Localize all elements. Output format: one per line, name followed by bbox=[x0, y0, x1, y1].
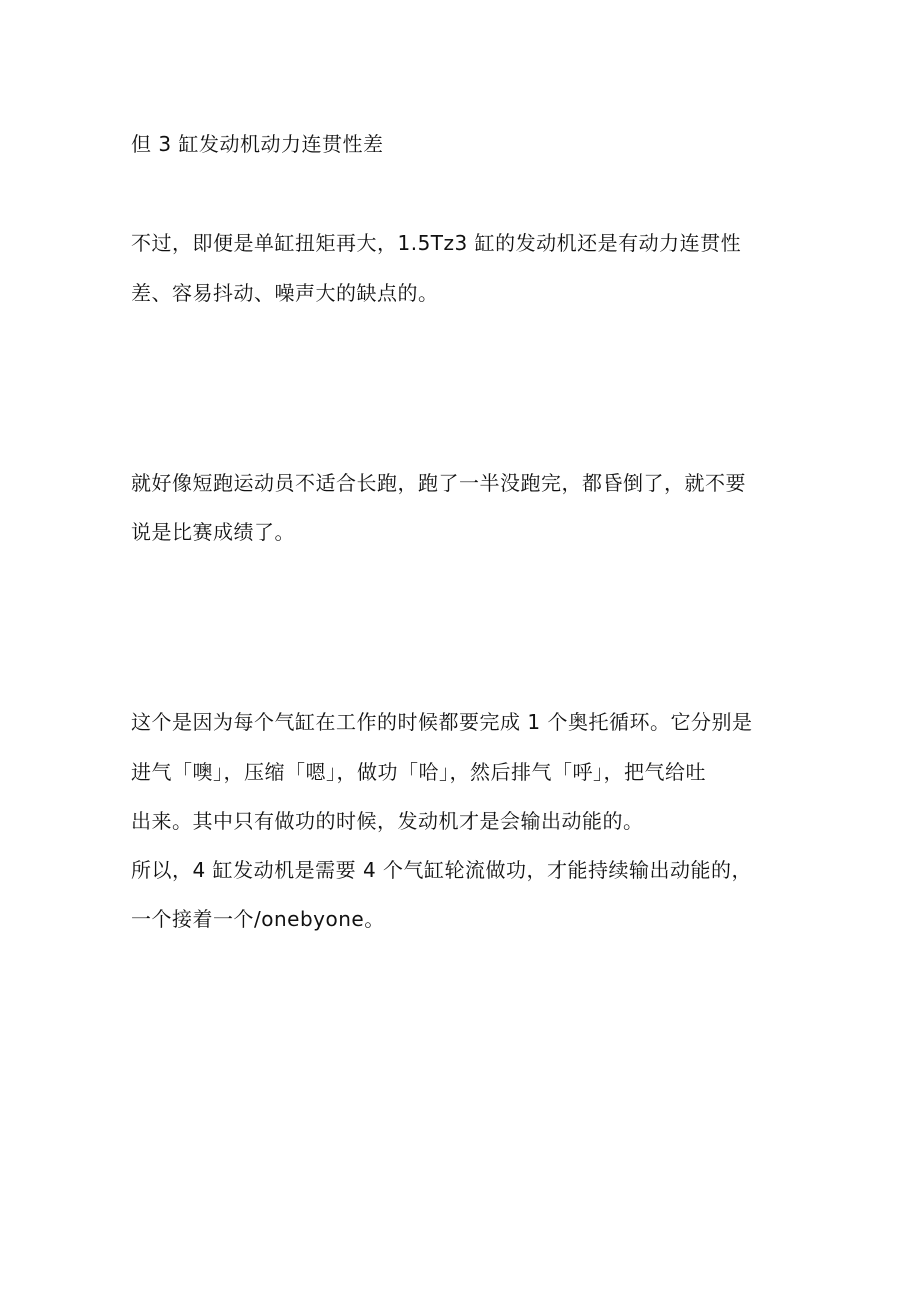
paragraph-2-line-2: 说是比赛成绩了。 bbox=[131, 520, 295, 544]
section-heading: 但 3 缸发动机动力连贯性差 bbox=[131, 132, 384, 156]
paragraph-1-line-1: 不过，即便是单缸扭矩再大，1.5Tz3 缸的发动机还是有动力连贯性 bbox=[131, 231, 742, 255]
paragraph-3-line-2: 进气「噢」，压缩「嗯」，做功「哈」，然后排气「呼」，把气给吐 bbox=[131, 760, 706, 784]
paragraph-3-line-3: 出来。其中只有做功的时候，发动机才是会输出动能的。 bbox=[131, 809, 644, 833]
paragraph-2-line-1: 就好像短跑运动员不适合长跑，跑了一半没跑完，都昏倒了，就不要 bbox=[131, 471, 746, 495]
paragraph-1-line-2: 差、容易抖动、噪声大的缺点的。 bbox=[131, 281, 439, 305]
paragraph-4-line-1: 所以，4 缸发动机是需要 4 个气缸轮流做功，才能持续输出动能的， bbox=[131, 858, 753, 882]
paragraph-3-line-1: 这个是因为每个气缸在工作的时候都要完成 1 个奥托循环。它分别是 bbox=[131, 710, 753, 734]
paragraph-4-line-2: 一个接着一个/onebyone。 bbox=[131, 907, 385, 931]
